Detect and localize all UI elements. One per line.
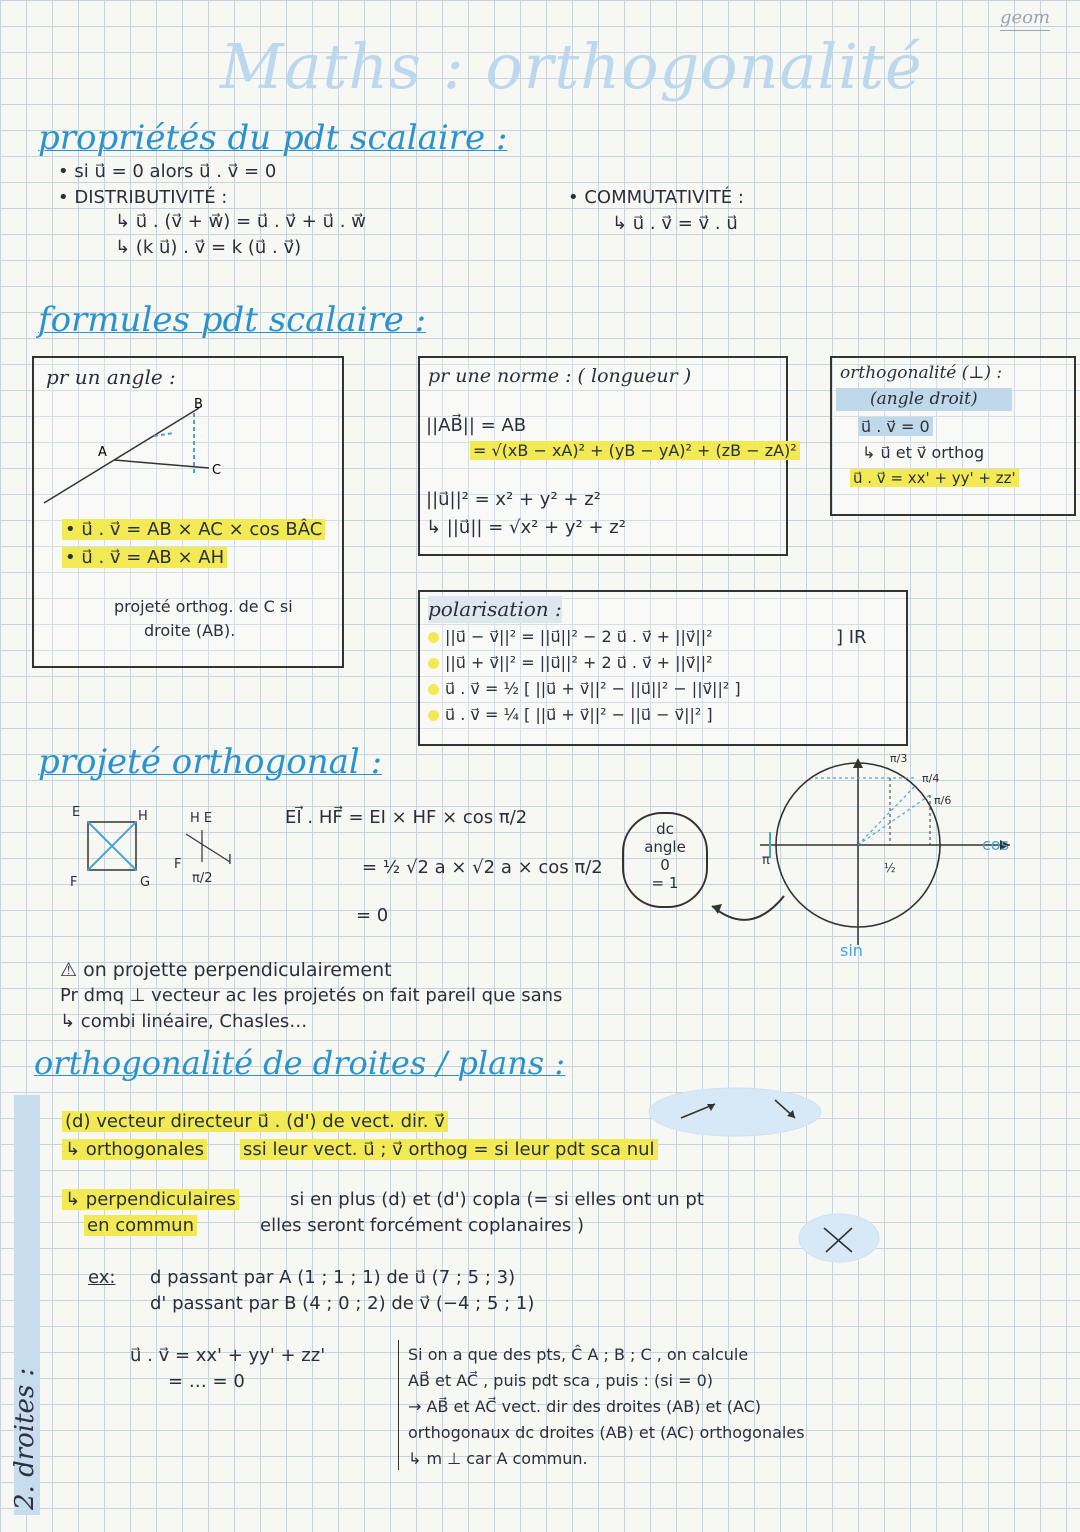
cloud-cross-icon [796, 1210, 882, 1266]
ortho-title: orthogonalité (⊥) : [840, 363, 1003, 383]
droites-heading: orthogonalité de droites / plans : [34, 1044, 566, 1082]
ex-calc-2: = … = 0 [168, 1371, 245, 1392]
rule-3: → AB⃗ et AC⃗ vect. dir des droites (AB) et (AC) [408, 1397, 762, 1416]
angle-note-1: projeté orthog. de C si [114, 597, 293, 616]
ex-line-1: d passant par A (1 ; 1 ; 1) de u⃗ (7 ; 5 ; 3) [150, 1267, 516, 1288]
rule-4: orthogonaux dc droites (AB) et (AC) orthogonales [408, 1423, 805, 1442]
formulas-heading: formules pdt scalaire : [38, 300, 427, 340]
rule-2: AB⃗ et AC⃗ , puis pdt sca , puis : (si = 0) [408, 1371, 713, 1390]
droites-l1: (d) vecteur directeur u⃗ . (d') de vect. dir. v⃗ [62, 1111, 448, 1132]
norme-title: pr une norme : ( longueur ) [428, 365, 692, 387]
rule-1: Si on a que des pts, Ĉ A ; B ; C , on calcule [408, 1345, 749, 1364]
comm-line: ↳ u⃗ . v⃗ = v⃗ . u⃗ [612, 213, 738, 234]
projete-calc-2: = ½ √2 a × √2 a × cos π/2 [362, 857, 603, 878]
cloud-arrows-icon [645, 1080, 825, 1140]
sq-label-i: I [228, 853, 232, 868]
circle-pi6: π/6 [934, 794, 952, 807]
ex-calc-1: u⃗ . v⃗ = xx' + yy' + zz' [130, 1345, 326, 1366]
svg-text:C: C [212, 463, 222, 478]
angle-diagram [34, 388, 342, 518]
sq-label-f: F [70, 875, 78, 890]
divider [398, 1340, 399, 1470]
norme-f4: ↳ ||u⃗|| = √x² + y² + z² [426, 517, 626, 538]
rule-5: ↳ m ⊥ car A commun. [408, 1449, 588, 1468]
cloud-line-4: = 1 [651, 874, 679, 892]
sq-label-e: E [72, 805, 81, 820]
circle-pi: π [762, 853, 770, 868]
cloud-bubble [622, 812, 708, 908]
circle-sin: sin [840, 941, 863, 960]
svg-text:A: A [98, 445, 107, 460]
norme-f3: ||u⃗||² = x² + y² + z² [426, 489, 601, 510]
ortho-f2: ↳ u⃗ et v⃗ orthog [862, 443, 985, 462]
norme-f1: ||AB⃗|| = AB [426, 415, 527, 436]
droites-l4b: elles seront forcément coplanaires ) [260, 1215, 585, 1236]
props-line-2: • DISTRIBUTIVITÉ : [58, 187, 228, 208]
sq-label-f2: F [174, 857, 182, 872]
comm-title: • COMMUTATIVITÉ : [568, 187, 744, 208]
polar-box [418, 590, 908, 746]
droites-l2b: ssi leur vect. u⃗ ; v⃗ orthog = si leur pdt sca nul [240, 1139, 658, 1160]
corner-label: geom [1000, 6, 1050, 31]
projete-heading: projeté orthogonal : [38, 742, 383, 782]
square-diagram [60, 800, 260, 900]
droites-l2a: ↳ orthogonales [62, 1139, 207, 1160]
polar-title: polarisation : [428, 597, 562, 621]
page-title: Maths : orthogonalité [220, 30, 923, 103]
cloud-line-3: 0 [660, 856, 670, 874]
ex-label: ex: [88, 1267, 116, 1288]
warn-3: ↳ combi linéaire, Chasles… [60, 1011, 308, 1032]
warn-1: ⚠ on projette perpendiculairement [60, 959, 392, 981]
angle-note-2: droite (AB). [144, 621, 236, 640]
props-heading: propriétés du pdt scalaire : [38, 118, 508, 158]
polar-f3: u⃗ . v⃗ = ½ [ ||u⃗ + v⃗||² − ||u⃗||² − ||v⃗||² ] [428, 678, 741, 700]
projete-calc-3: = 0 [356, 905, 389, 926]
props-line-4: ↳ (k u⃗) . v⃗ = k (u⃗ . v⃗) [115, 237, 302, 258]
sq-label-pi2: π/2 [192, 871, 213, 886]
sq-label-he: H E [190, 811, 213, 826]
polar-f2: ||u⃗ + v⃗||² = ||u⃗||² + 2 u⃗ . v⃗ + ||v⃗||² [428, 652, 713, 674]
droites-l3a: ↳ perpendiculaires [62, 1189, 239, 1210]
warn-2: Pr dmq ⊥ vecteur ac les projetés on fait pareil que sans [60, 985, 563, 1006]
circle-pi4: π/4 [922, 772, 940, 785]
ortho-f1: u⃗ . v⃗ = 0 [858, 417, 933, 436]
sq-label-g: G [140, 875, 151, 890]
ex-line-2: d' passant par B (4 ; 0 ; 2) de v⃗ (−4 ; 5 ; 1) [150, 1293, 535, 1314]
angle-formula-2: • u⃗ . v⃗ = AB × AH [62, 546, 227, 570]
angle-box-title: pr un angle : [46, 365, 176, 389]
ortho-f3: u⃗ . v⃗ = xx' + yy' + zz' [850, 469, 1019, 487]
circle-cos: cos [982, 835, 1009, 854]
circle-half: ½ [884, 861, 896, 875]
props-line-3: ↳ u⃗ . (v⃗ + w⃗) = u⃗ . v⃗ + u⃗ . w⃗ [115, 211, 366, 232]
polar-f1: ||u⃗ − v⃗||² = ||u⃗||² − 2 u⃗ . v⃗ + ||v⃗||² [428, 626, 713, 648]
props-line-1: • si u⃗ = 0 alors u⃗ . v⃗ = 0 [58, 161, 277, 182]
cloud-line-1: dc [656, 820, 674, 838]
sq-label-h: H [138, 809, 148, 824]
angle-formula-1: • u⃗ . v⃗ = AB × AC × cos BÂC [62, 518, 325, 542]
angle-box [32, 356, 344, 668]
droites-l4a: en commun [84, 1215, 197, 1236]
svg-text:B: B [194, 397, 203, 412]
polar-f4: u⃗ . v⃗ = ¼ [ ||u⃗ + v⃗||² − ||u⃗ − v⃗||² ] [428, 704, 713, 726]
norme-box [418, 356, 797, 556]
norme-f2: = √(xB − xA)² + (yB − yA)² + (zB − zA)² [470, 441, 800, 460]
projete-calc-1: EI⃗ . HF⃗ = EI × HF × cos π/2 [285, 807, 528, 828]
ortho-sub: (angle droit) [836, 388, 1012, 411]
polar-bracket: ] IR [836, 627, 867, 648]
curved-arrow [700, 890, 790, 940]
side-label: 2. droites : [10, 1367, 40, 1510]
ortho-box [830, 356, 1076, 516]
circle-pi3: π/3 [890, 752, 908, 765]
droites-l3b: si en plus (d) et (d') copla (= si elles ont un pt [290, 1189, 704, 1210]
cloud-line-2: angle [644, 838, 686, 856]
